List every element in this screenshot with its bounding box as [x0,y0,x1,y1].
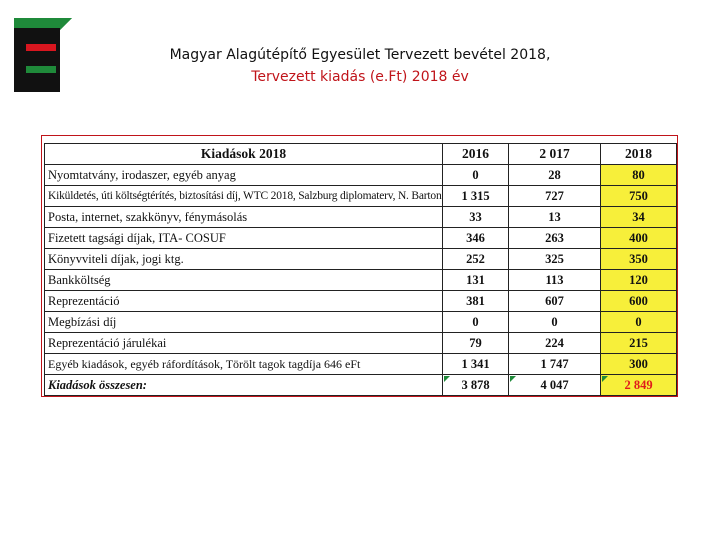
table-row [45,333,677,354]
table-row [45,354,677,375]
header-2018: 2018 [601,144,677,165]
row-label: Nyomtatvány, irodaszer, egyéb anyag [45,165,443,186]
cell-2017: 1 747 [509,354,601,375]
cell-2016: 33 [443,207,509,228]
cell-2016: 381 [443,291,509,312]
cell-2017: 607 [509,291,601,312]
row-label: Fizetett tagsági díjak, ITA- COSUF [45,228,443,249]
cell-2018: 120 [601,270,677,291]
cell-2017: 727 [509,186,601,207]
table-row [45,249,677,270]
cell-2017: 0 [509,312,601,333]
table-row [45,165,677,186]
title-line-2: Tervezett kiadás (e.Ft) 2018 év [251,69,469,85]
cell-2017: 13 [509,207,601,228]
row-label: Reprezentáció járulékai [45,333,443,354]
header-2017: 2 017 [509,144,601,165]
table-row [45,186,677,207]
page-title [140,44,580,88]
title-line-1: Magyar Alagútépítő Egyesület Tervezett bevétel 2018, [169,47,551,63]
total-2018: 2 849 [601,375,677,396]
cell-2018: 350 [601,249,677,270]
cell-2016: 131 [443,270,509,291]
row-label: Megbízási díj [45,312,443,333]
cell-2016: 1 315 [443,186,509,207]
table-total-row [45,375,677,396]
cell-2018: 215 [601,333,677,354]
table-row [45,270,677,291]
cell-2018: 80 [601,165,677,186]
total-label: Kiadások összesen: [45,375,443,396]
cell-2016: 1 341 [443,354,509,375]
cell-2016: 346 [443,228,509,249]
row-label: Könyvviteli díjak, jogi ktg. [45,249,443,270]
header-2016: 2016 [443,144,509,165]
cell-2018: 750 [601,186,677,207]
row-label: Kiküldetés, úti költségtérítés, biztosítási díj, WTC 2018, Salzburg diplomaterv, N. Barton [45,186,443,207]
cell-2016: 252 [443,249,509,270]
total-2017: 4 047 [509,375,601,396]
row-label: Bankköltség [45,270,443,291]
cell-2017: 224 [509,333,601,354]
table-row [45,312,677,333]
cell-2018: 34 [601,207,677,228]
association-logo-icon [14,18,72,92]
cell-2018: 300 [601,354,677,375]
table-row [45,207,677,228]
row-label: Reprezentáció [45,291,443,312]
expense-table [44,143,677,396]
cell-2017: 28 [509,165,601,186]
cell-2017: 325 [509,249,601,270]
cell-2016: 0 [443,165,509,186]
header-category: Kiadások 2018 [45,144,443,165]
table-row [45,228,677,249]
row-label: Egyéb kiadások, egyéb ráfordítások, Törölt tagok tagdíja 646 eFt [45,354,443,375]
row-label: Posta, internet, szakkönyv, fénymásolás [45,207,443,228]
cell-2018: 600 [601,291,677,312]
table-row [45,291,677,312]
cell-2018: 0 [601,312,677,333]
cell-2016: 0 [443,312,509,333]
cell-2016: 79 [443,333,509,354]
cell-2017: 113 [509,270,601,291]
table-header-row [45,144,677,165]
total-2016: 3 878 [443,375,509,396]
cell-2017: 263 [509,228,601,249]
cell-2018: 400 [601,228,677,249]
